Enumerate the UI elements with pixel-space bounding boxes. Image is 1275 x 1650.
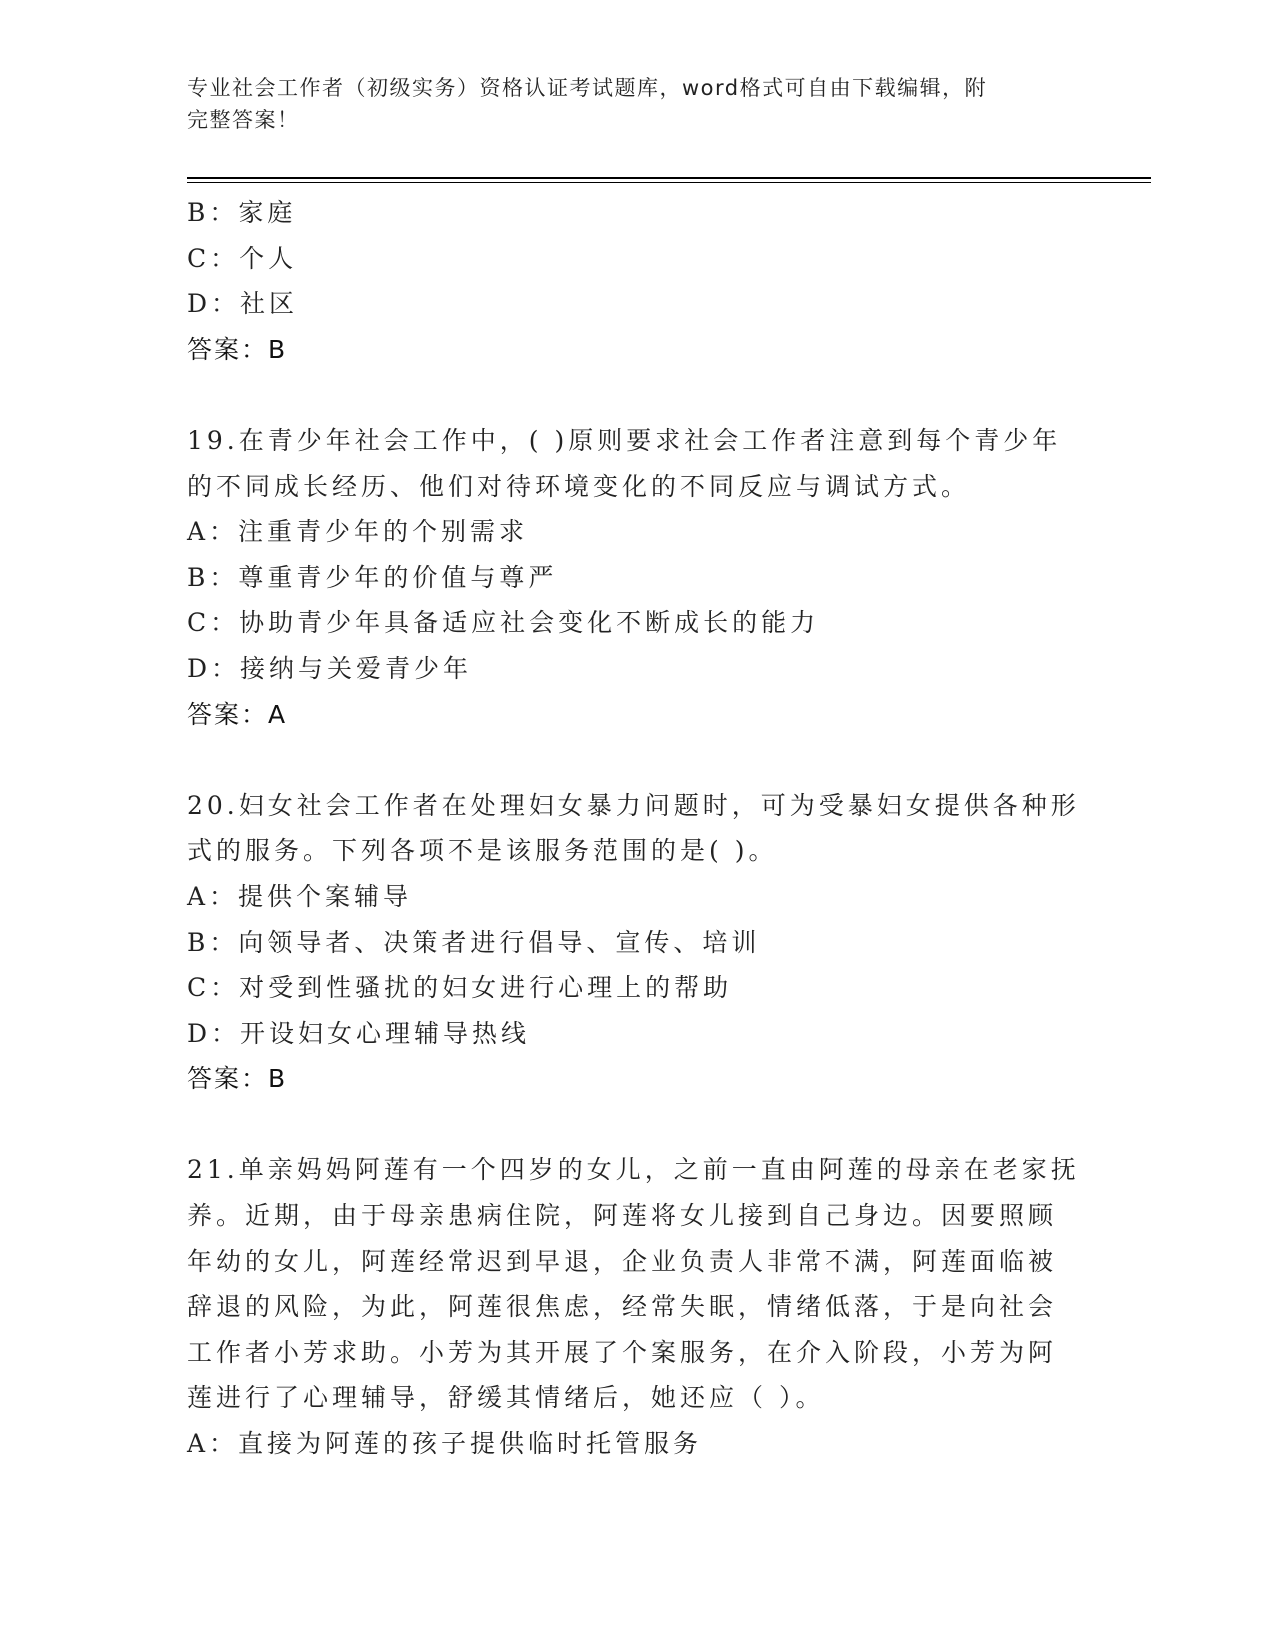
header-divider-thick [187,177,1151,179]
question-stem-line: 莲进行了心理辅导，舒缓其情绪后，她还应（ ）。 [187,1383,825,1413]
option-c: C：协助青少年具备适应社会变化不断成长的能力 [187,608,820,638]
header-line-1: 专业社会工作者（初级实务）资格认证考试题库，word格式可自由下载编辑，附 [187,76,988,100]
question-stem-line: 工作者小芳求助。小芳为其开展了个案服务，在介入阶段，小芳为阿 [187,1337,1058,1367]
question-stem-line: 19.在青少年社会工作中，( )原则要求社会工作者注意到每个青少年 [187,425,1062,455]
option-a: A：提供个案辅导 [187,881,413,911]
header-divider-thin [187,182,1151,183]
question-stem-line: 式的服务。下列各项不是该服务范围的是( )。 [187,836,778,866]
answer-line: 答案：A [187,699,288,729]
option-b: B：尊重青少年的价值与尊严 [187,562,558,592]
option-a: A：注重青少年的个别需求 [187,517,529,547]
option-c: C：个人 [187,243,298,273]
question-20 [187,783,1087,1102]
header-line-2: 完整答案！ [187,108,300,132]
question-19 [187,418,1087,737]
question-stem-line: 的不同成长经历、他们对待环境变化的不同反应与调试方式。 [187,471,971,501]
question-content [187,190,1087,1467]
question-21 [187,1147,1087,1466]
question-stem-line: 20.妇女社会工作者在处理妇女暴力问题时，可为受暴妇女提供各种形 [187,790,1080,820]
question-stem-line: 辞退的风险，为此，阿莲很焦虑，经常失眠，情绪低落，于是向社会 [187,1292,1058,1322]
option-b: B：向领导者、决策者进行倡导、宣传、培训 [187,927,761,957]
option-d: D：接纳与关爱青少年 [187,653,473,683]
option-b: B：家庭 [187,198,297,227]
option-d: D：社区 [187,289,299,319]
question-stem-line: 年幼的女儿，阿莲经常迟到早退，企业负责人非常不满，阿莲面临被 [187,1246,1058,1276]
question-stem-line: 养。近期，由于母亲患病住院，阿莲将女儿接到自己身边。因要照顾 [187,1201,1058,1231]
prev-question [187,190,1087,372]
option-d: D：开设妇女心理辅导热线 [187,1018,531,1048]
answer-line: 答案：B [187,1064,288,1094]
option-c: C：对受到性骚扰的妇女进行心理上的帮助 [187,973,733,1003]
option-a: A：直接为阿莲的孩子提供临时托管服务 [187,1429,703,1459]
document-header [187,72,1087,136]
question-stem-line: 21.单亲妈妈阿莲有一个四岁的女儿，之前一直由阿莲的母亲在老家抚 [187,1155,1080,1185]
answer-line: 答案：B [187,334,288,364]
